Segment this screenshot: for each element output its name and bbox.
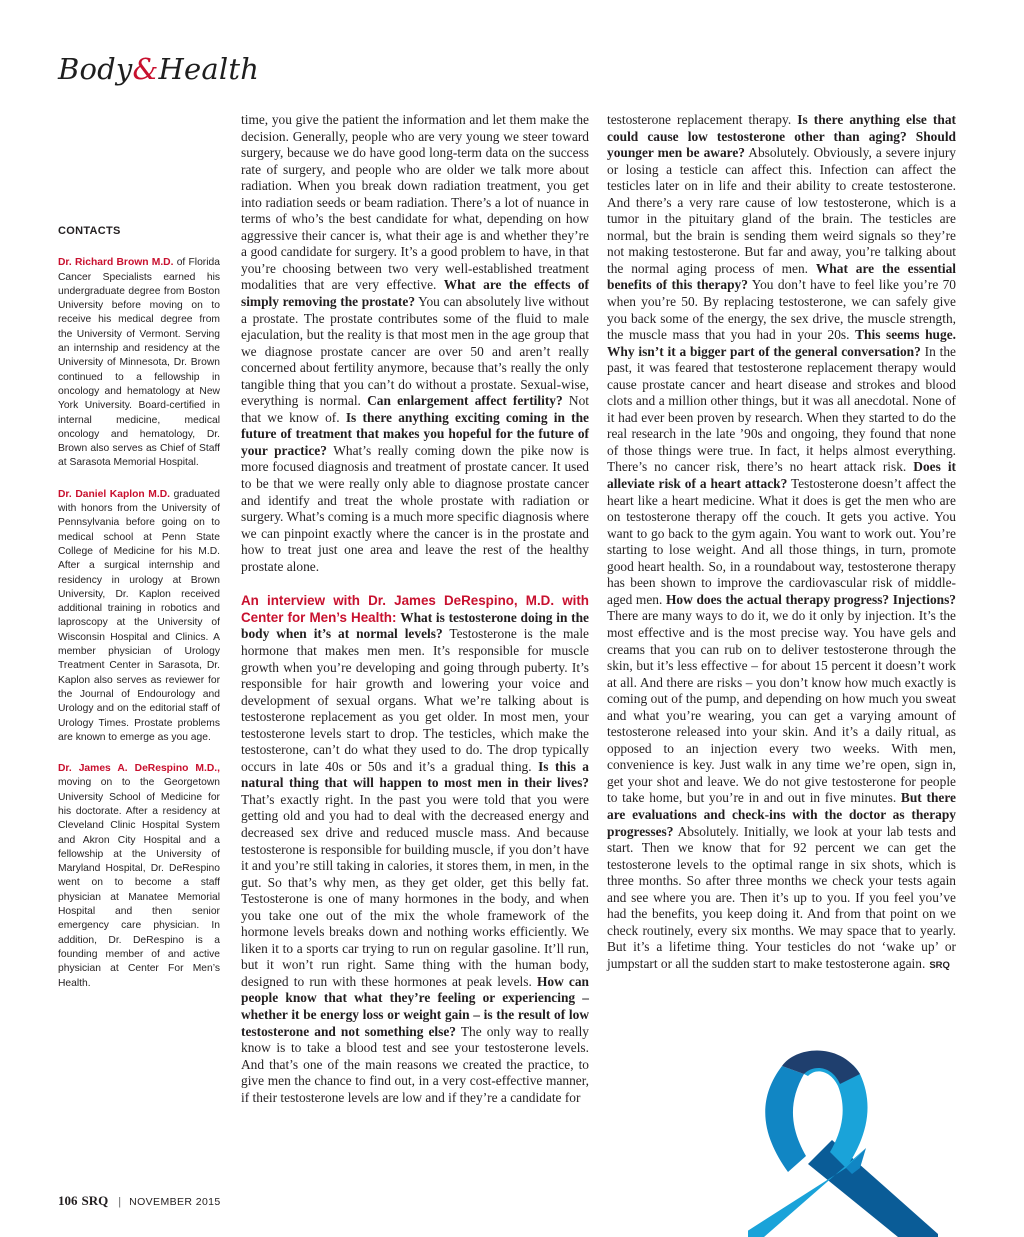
body-text: You don’t have to feel like you’re 70 when you’re 50. By replacing testosterone, we can safely give you back some of the energy, the sex drive, the muscle strength, the muscle mass that you had in your 20s.: [607, 277, 956, 343]
body-text: Absolutely. Obviously, a severe injury or losing a testicle can affect this. Infection can affect the testicles later on in life and their ability to create testosterone. And there’s a very rare cause of low testosterone, which is a tumor in the pituitary gland of the brain. The testicles are normal, but the brain is sending them weird signals so they’re not making testosterone. But far and away, you’re talking about the normal aging process of men.: [607, 145, 956, 276]
body-text: In the past, it was feared that testosterone replacement therapy would cause prostate cancer and heart disease and strokes and blood clots and a million other things, but it was all anecdotal. None of it had ever been proven by research. When they started to do the real research in the late ’90s and ongoing, they found that none of those things were true. In fact, it helps almost everything. There’s no cancer risk, there’s no heart attack risk.: [607, 343, 956, 475]
interview-question: Is there anything else that could cause low testosterone other than aging? Should younger men be aware?: [607, 112, 956, 161]
issue-date: NOVEMBER 2015: [129, 1196, 221, 1208]
contact-entry: [58, 762, 220, 991]
interview-question: How can people know that what they’re feeling or experiencing – whether it be energy loss or weight gain – is the result of low testosterone and not something else?: [241, 973, 589, 1039]
ribbon-loop-left: [765, 1066, 806, 1172]
contact-name: Dr. Richard Brown M.D.: [58, 257, 174, 269]
body-text: Not that we know of.: [241, 393, 589, 425]
contact-bio: of Florida Cancer Specialists earned his undergraduate degree from Boston University before moving on to receive his medical degree from the University of Vermont. Serving an internship and residency at the University of Minnesota, Dr. Brown continued to a fellowship in oncology and hematology at New York University. Board-certified in internal medicine, medical oncology and hematology, Dr. Brown also serves as Chief of Staff at Sarasota Memorial Hospital.: [58, 257, 220, 469]
interview-question: How does the actual therapy progress? Injections?: [666, 591, 957, 607]
section-heading-part2: Health: [158, 52, 260, 86]
section-heading-part1: Body: [58, 52, 133, 86]
section-heading-ampersand: &: [132, 52, 159, 86]
article-paragraph: [241, 112, 589, 575]
body-text: The only way to really know is to take a blood test and see your testosterone levels. And that’s one of the main reasons we created the practice, to give men the chance to find out, in a very cost-effective manner, if their testosterone levels are low and if they’re a candidate for: [241, 1023, 589, 1105]
contact-name: Dr. James A. DeRespino M.D.,: [58, 763, 220, 775]
contact-entry: [58, 488, 220, 745]
body-text: There are many ways to do it, we do it only by injection. It’s the most effective and is the most precise way. You have gels and creams that you can rub on to deliver testosterone through the skin, but it’s less effective – for about 15 percent it doesn’t work at all. And there are risks – you don’t know how much exactly is coming out of the pump, and depending on how much you sweat and what you’re wearing, you can get a varying amount of testosterone released into your skin. And it’s a daily ritual, as opposed to an injection every two weeks. With men, convenience is key. Just walk in any time we’re open, sign in, get your shot and leave. We do not give testosterone for people to take home, but you’re in and out in five minutes.: [607, 608, 956, 806]
interview-question: What is testosterone doing in the body when it’s at normal levels?: [241, 609, 589, 642]
contact-bio: graduated with honors from the University of Pennsylvania before going on to medical school at Penn State College of Medicine for his M.D. After a surgical internship and residency in urology at Brown University, Dr. Kaplon received additional training in robotics and laproscopy at the University of Wisconsin Hospital and Clinics. A member physician of Urology Treatment Center in Sarasota, Dr. Kaplon also serves as reviewer for the Journal of Endourology and Urology and on the editorial staff of Urology Times. Prostate problems are known to emerge as you age.: [58, 488, 220, 743]
interview-question: Can enlargement affect fertility?: [367, 393, 563, 409]
body-text: That’s exactly right. In the past you were told that you were getting old and you had to deal with the decreased energy and decreased sex drive and reduced muscle mass. And because testosterone is responsible for building muscle, if you don’t have it and you’re still taking in calories, it stores them, in men, in the gut. So that’s why men, as they get older, get this belly fat. Testosterone is one of many hormones in the body, and when you take one out of the mix the whole framework of the hormone levels breaks down and nothing works efficiently. We liken it to a sports car trying to run on regular gasoline. It’ll run, but it won’t run right. Same thing with the human body, designed to run with these hormones at peak levels.: [241, 791, 589, 989]
article-column-2: [607, 112, 956, 974]
section-heading: [58, 52, 259, 86]
body-text: What’s really coming down the pike now is more focused diagnosis and treatment of prostate cancer. It used to be that we were really only able to diagnose prostate cancer and identify and treat the whole prostate with radiation or surgery. What’s coming is a much more specific diagnosis where we can pinpoint exactly where the cancer is in the prostate and how to treat just one area and leave the rest of the healthy prostate alone.: [241, 442, 589, 574]
interview-question: Does it alleviate risk of a heart attack?: [607, 459, 956, 492]
article-paragraph: [241, 593, 589, 1106]
interview-question: What are the essential benefits of this therapy?: [607, 260, 957, 293]
body-text: Testosterone doesn’t affect the heart like a heart medicine. What it does is get the men who are on testosterone therapy off the couch. It gets you active. You want to go back to the gym again. You want to work out. You’re starting to lose weight. And all those things, in turn, promote good heart health. So, in a roundabout way, testosterone therapy has been shown to improve the cardiovascular risk of middle-aged men.: [607, 476, 956, 607]
interview-intro: An interview with Dr. James DeRespino, M.D. with Center for Men’s Health:: [241, 593, 589, 625]
interview-question: This seems huge. Why isn’t it a bigger part of the general conversation?: [607, 327, 956, 359]
page-number: 106: [58, 1193, 78, 1208]
article-paragraph: [607, 112, 956, 974]
body-text: Absolutely. Initially, we look at your lab tests and start. Then we know that for 92 percent we can get the testosterone levels to the optimal range in six shots, which is three months. So after three months we check your tests again and see where you are. Then it’s up to you. If you feel you’ve had the benefits, you keep doing it. And from that point on we check routinely, every six months. We may space that to yearly. But it’s a lifetime thing. Your testicles do not ‘wake up’ or jumpstart or all the sudden start to make testosterone again.: [607, 823, 956, 971]
awareness-ribbon-icon: [748, 1044, 938, 1237]
interview-question: Is this a natural thing that will happen to most men in their lives?: [241, 758, 589, 791]
footer-separator: |: [118, 1196, 122, 1208]
interview-question: Is there anything exciting coming in the future of treatment that makes you hopeful for the future of your practice?: [241, 409, 589, 458]
body-text: Testosterone is the male hormone that makes men men. It’s responsible for muscle growth when you’re developing and going through puberty. It’s responsible for hair growth and lowering your voice and development of sexual organs. What we’re talking about is testosterone replacement as you get older. In most men, your testosterone levels start to drop. The testicles, which make the testosterone, can’t do what they used to do. The drop typically occurs in late 40s or 50s and it’s a gradual thing.: [241, 626, 589, 774]
ribbon-right-leg: [808, 1140, 938, 1237]
magazine-brand: SRQ: [81, 1193, 109, 1208]
page-footer: [58, 1193, 221, 1209]
contact-entry: [58, 256, 220, 470]
contact-name: Dr. Daniel Kaplon M.D.: [58, 488, 171, 500]
contacts-heading: CONTACTS: [58, 225, 121, 237]
contact-bio: moving on to the Georgetown University School of Medicine for his doctorate. After a residency at Cleveland Clinic Hospital System and Akron City Hospital and a fellowship at the University of Maryland Hospital, Dr. DeRespino went on to become a staff physician at Manatee Memorial Hospital and then senior emergency care physician. In addition, Dr. DeRespino is a founding member of and active physician at Center For Men’s Health.: [58, 777, 220, 989]
interview-question: What are the effects of simply removing the prostate?: [241, 277, 589, 310]
end-mark: SRQ: [929, 959, 950, 971]
interview-question: But there are evaluations and check-ins with the doctor as therapy progresses?: [607, 790, 956, 839]
body-text: time, you give the patient the information and let them make the decision. Generally, people who are very young we steer toward surgery, because we do have good long-term data on the success rate of surgery, and people who are older we talk more about radiation. When you break down radiation treatment, you get into radiation seeds or beam radiation. There’s a lot of nuance in terms of who’s the best candidate for what, depending on how aggressive their cancer is, what their age is and whether they’re a good candidate for surgery. It’s a good problem to have, in that you’re choosing between two very well-established treatment modalities that are very effective.: [241, 112, 589, 293]
body-text: testosterone replacement therapy.: [607, 112, 798, 127]
contacts-sidebar: [58, 224, 220, 1008]
body-text: You can absolutely live without a prostate. The prostate contributes some of the fluid to male ejaculation, but the reality is that most men in the age group that we diagnose prostate cancer are over 50 and aren’t really concerned about fertility anymore, because that’s really the only tangible thing that you can’t do without a prostate. Sexual-wise, everything is normal.: [241, 294, 589, 409]
article-column-1: [241, 112, 589, 1106]
